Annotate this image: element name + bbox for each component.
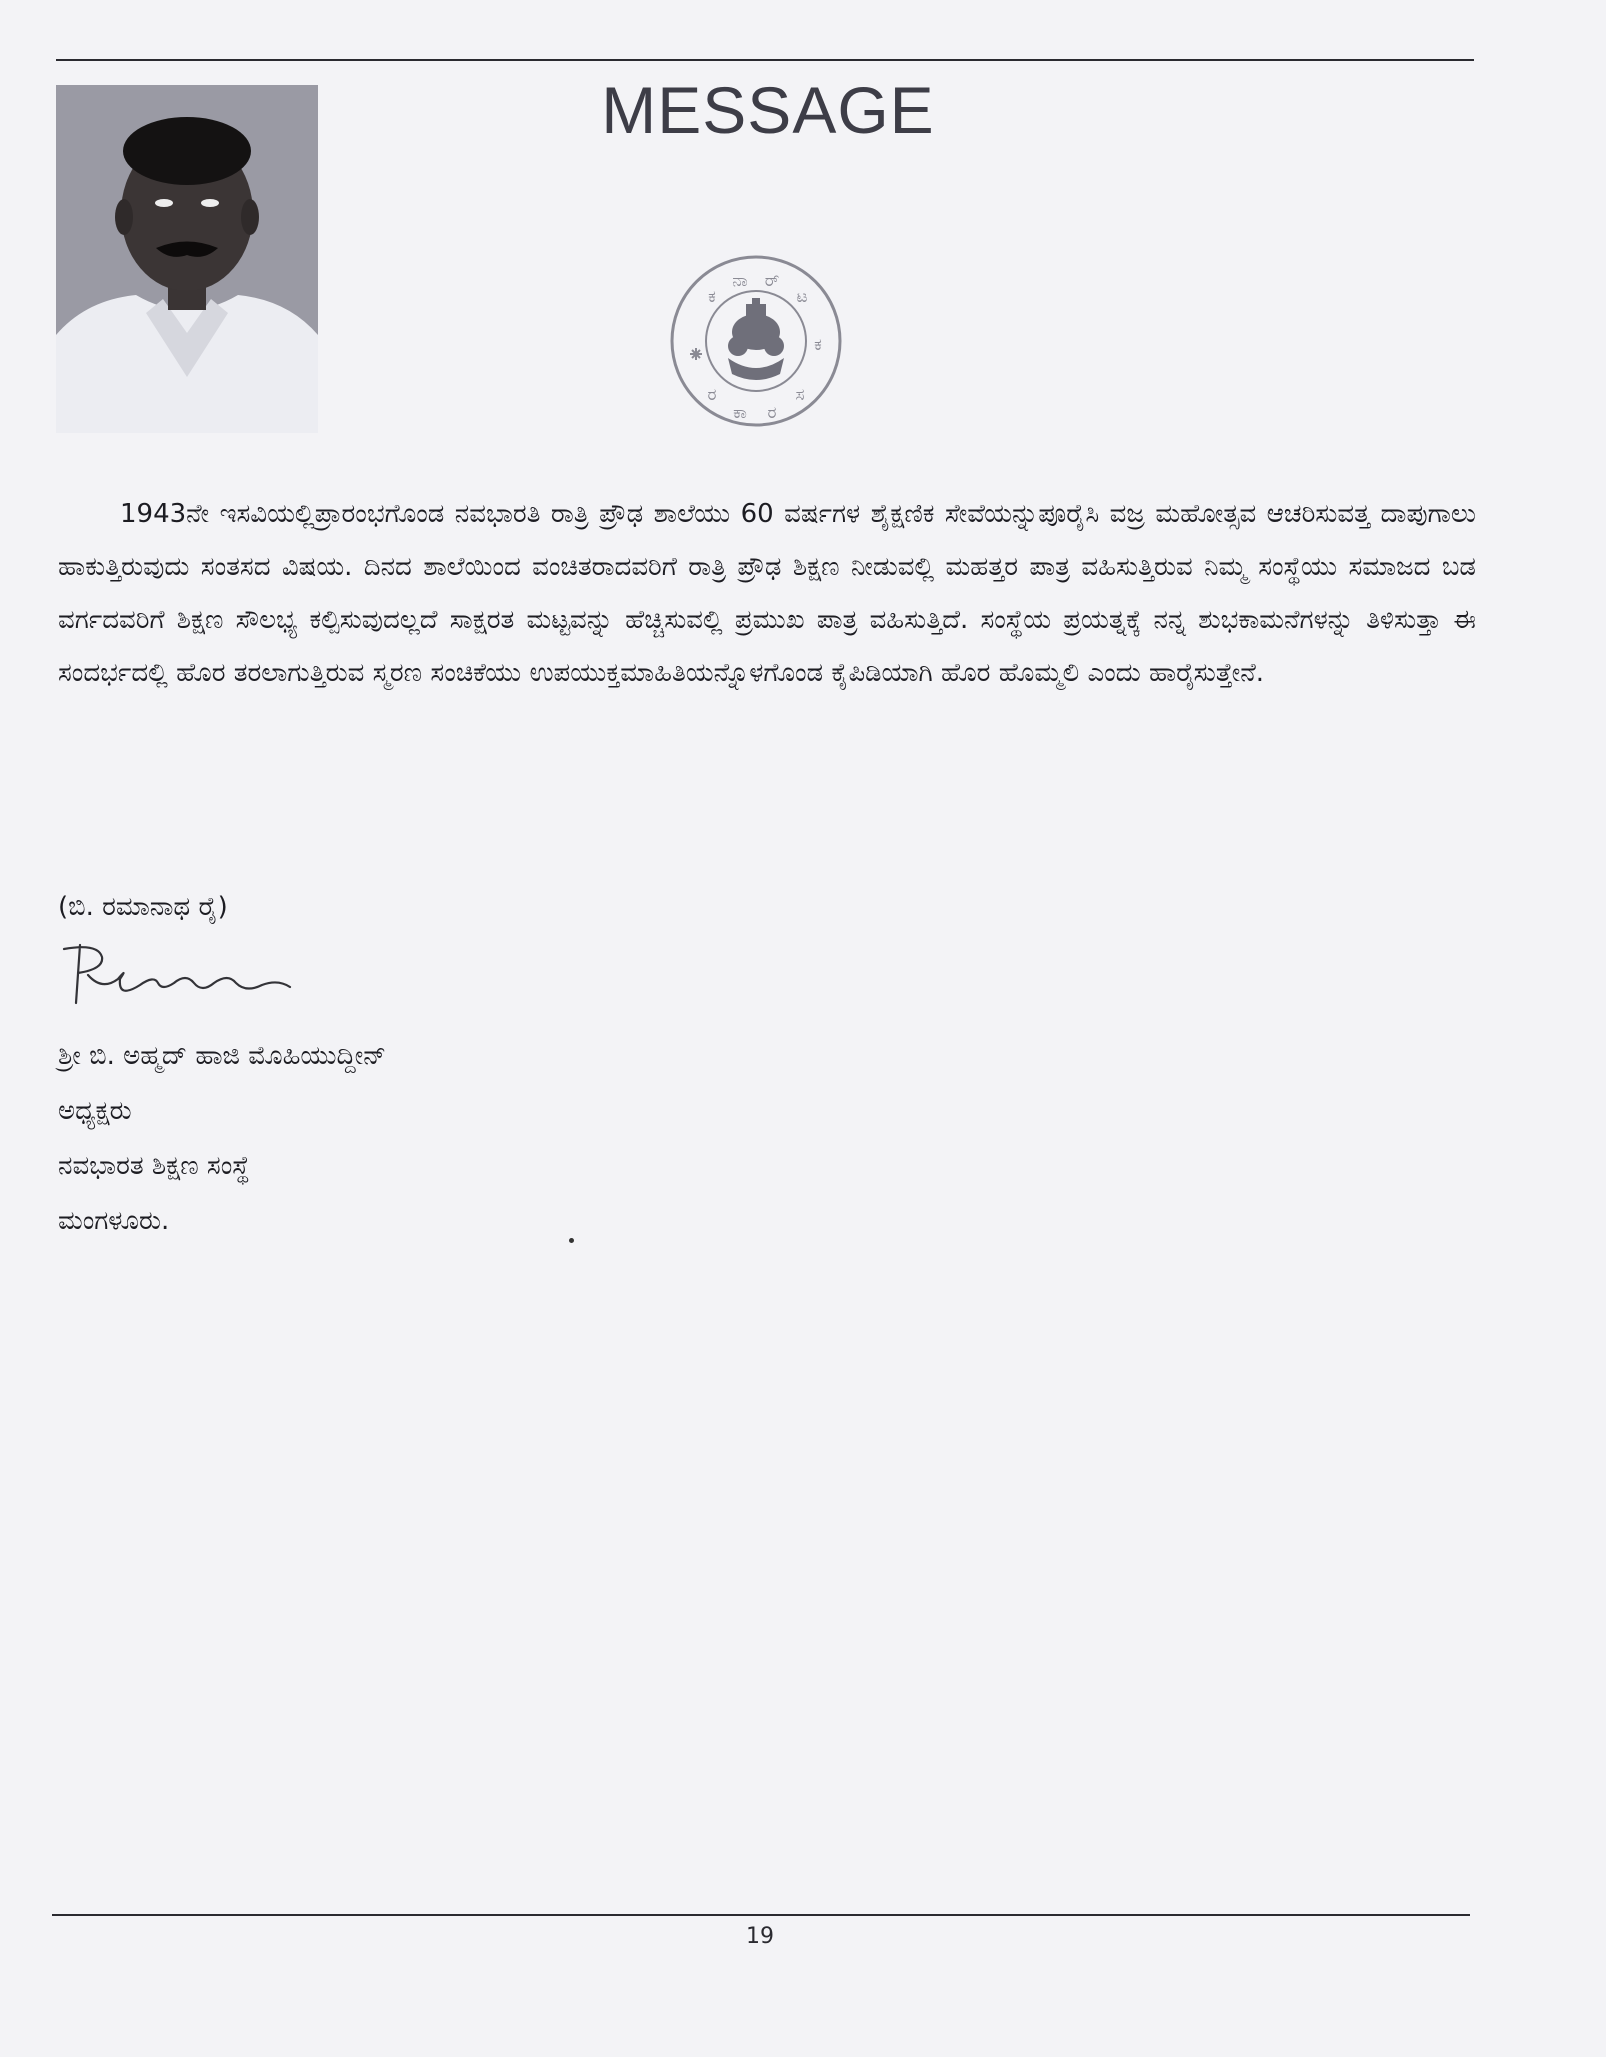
handwritten-signature xyxy=(58,939,298,1013)
emblem-letter: ನಾ xyxy=(732,271,748,291)
bottom-rule xyxy=(52,1914,1470,1916)
ink-speck xyxy=(569,1238,574,1243)
page-number: 19 xyxy=(746,1924,774,1949)
emblem-letter: ಕಾ xyxy=(733,403,747,423)
recipient-designation: ಅಧ್ಯಕ್ಷರು xyxy=(58,1096,132,1126)
emblem-letter: ರ xyxy=(767,403,777,423)
emblem-letter: ರ xyxy=(707,385,717,405)
emblem-letter: ಸ xyxy=(795,385,805,405)
emblem-letter: ರ್ xyxy=(764,271,780,291)
portrait-photo xyxy=(56,85,318,433)
recipient-city: ಮಂಗಳೂರು. xyxy=(58,1206,170,1236)
page-title: MESSAGE xyxy=(601,73,935,147)
emblem-letter: ಕ xyxy=(814,335,822,355)
karnataka-emblem-seal xyxy=(668,250,844,432)
message-body: 1943ನೇ ಇಸವಿಯಲ್ಲಿಪ್ರಾರಂಭಗೊಂಡ ನವಭಾರತಿ ರಾತ್ರಿ ಪ್ರೌಢ ಶಾಲೆಯು 60 ವರ್ಷಗಳ ಶೈಕ್ಷಣಿಕ ಸೇವೆಯನ್ನುಪೂರೈಸಿ ವಜ್ರ ಮಹೋತ್ಸವ ಆಚರಿಸುವತ್ತ ದಾಪುಗಾಲು ಹಾಕುತ್ತಿರುವುದು ಸಂತಸದ ವಿಷಯ. ದಿನದ ಶಾಲೆಯಿಂದ ವಂಚಿತರಾದವರಿಗೆ ರಾತ್ರಿ ಪ್ರೌಢ ಶಿಕ್ಷಣ ನೀಡುವಲ್ಲಿ ಮಹತ್ತರ ಪಾತ್ರ ವಹಿಸುತ್ತಿರುವ ನಿಮ್ಮ ಸಂಸ್ಥೆಯು ಸಮಾಜದ ಬಡ ವರ್ಗದವರಿಗೆ ಶಿಕ್ಷಣ ಸೌಲಭ್ಯ ಕಲ್ಪಿಸುವುದಲ್ಲದೆ ಸಾಕ್ಷರತ ಮಟ್ಟವನ್ನು ಹೆಚ್ಚಿಸುವಲ್ಲಿ ಪ್ರಮುಖ ಪಾತ್ರ ವಹಿಸುತ್ತಿದೆ. ಸಂಸ್ಥೆಯ ಪ್ರಯತ್ನಕ್ಕೆ ನನ್ನ ಶುಭಕಾಮನೆಗಳನ್ನು ತಿಳಿಸುತ್ತಾ ಈ ಸಂದರ್ಭದಲ್ಲಿ ಹೊರ ತರಲಾಗುತ್ತಿರುವ ಸ್ಮರಣ ಸಂಚಿಕೆಯು ಉಪಯುಕ್ತಮಾಹಿತಿಯನ್ನೊಳಗೊಂಡ ಕೈಪಿಡಿಯಾಗಿ ಹೊರ ಹೊಮ್ಮಲಿ ಎಂದು ಹಾರೈಸುತ್ತೇನೆ. xyxy=(58,499,1476,688)
signature-block xyxy=(58,892,386,1249)
recipient-organization: ನವಭಾರತ ಶಿಕ್ಷಣ ಸಂಸ್ಥೆ xyxy=(58,1151,250,1181)
recipient-name: ಶ್ರೀ ಬಿ. ಅಹ್ಮದ್ ಹಾಜಿ ಮೊಹಿಯುದ್ದೀನ್ xyxy=(58,1041,387,1071)
emblem-letter: ಟ xyxy=(796,287,808,307)
emblem-letter: ಕ xyxy=(708,287,716,307)
top-rule xyxy=(56,59,1474,61)
signer-name: (ಬಿ. ರಮಾನಾಥ ರೈ) xyxy=(58,892,228,922)
